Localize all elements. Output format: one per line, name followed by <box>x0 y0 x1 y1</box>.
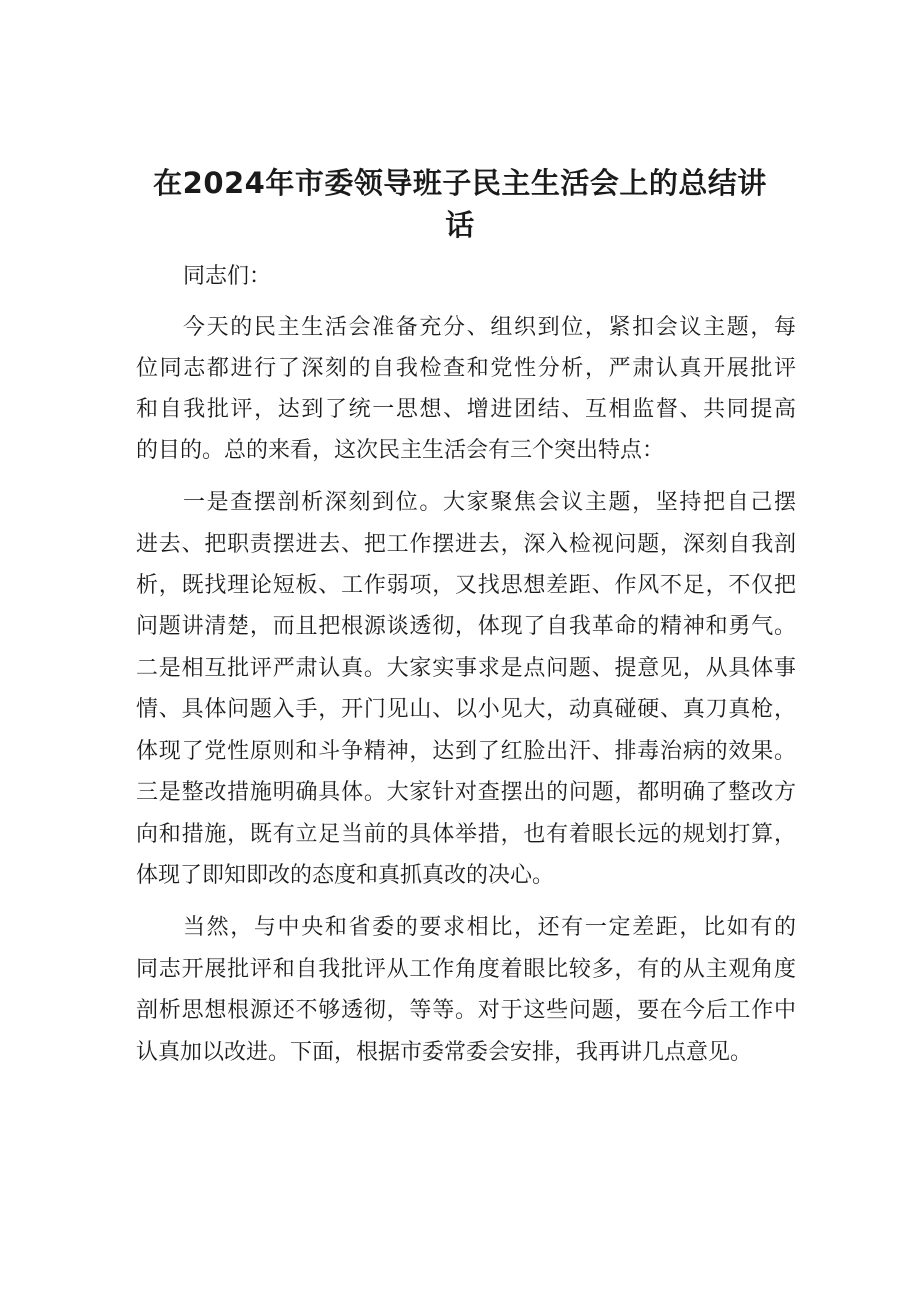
document-title: 在2024年市委领导班子民主生活会上的总结讲话 <box>153 166 767 242</box>
paragraph-3-line-4: 认真加以改进。下面，根据市委常委会安排，我再讲几点意见。 <box>136 1040 753 1065</box>
paragraph-2-line-7: 体现了党性原则和斗争精神，达到了红脸出汗、排毒治病的效果。 <box>136 739 796 764</box>
paragraph-2-line-10: 体现了即知即改的态度和真抓真改的决心。 <box>136 863 555 888</box>
paragraph-3-line-2: 同志开展批评和自我批评从工作角度着眼比较多，有的从主观角度 <box>136 957 796 982</box>
paragraph-2-line-8: 三是整改措施明确具体。大家针对查摆出的问题，都明确了整改方 <box>136 780 796 805</box>
salutation: 同志们： <box>183 264 272 289</box>
paragraph-2-line-9: 向和措施，既有立足当前的具体举措，也有着眼长远的规划打算， <box>136 822 796 847</box>
paragraph-1-line-4: 的目的。总的来看，这次民主生活会有三个突出特点： <box>136 438 665 463</box>
paragraph-2-line-6: 情、具体问题入手，开门见山、以小见大，动真碰硬、真刀真枪， <box>136 697 796 722</box>
paragraph-2-line-4: 问题讲清楚，而且把根源谈透彻，体现了自我革命的精神和勇气。 <box>136 614 796 639</box>
paragraph-1-line-1: 今天的民主生活会准备充分、组织到位，紧扣会议主题，每 <box>183 315 796 340</box>
paragraph-2-line-3: 析，既找理论短板、工作弱项，又找思想差距、作风不足，不仅把 <box>136 573 796 598</box>
paragraph-1-line-2: 位同志都进行了深刻的自我检查和党性分析，严肃认真开展批评 <box>136 356 796 381</box>
paragraph-2-line-2: 进去、把职责摆进去、把工作摆进去，深入检视问题，深刻自我剖 <box>136 532 796 557</box>
paragraph-1-line-3: 和自我批评，达到了统一思想、增进团结、互相监督、共同提高 <box>136 397 796 422</box>
paragraph-3-line-1: 当然，与中央和省委的要求相比，还有一定差距，比如有的 <box>183 915 796 940</box>
paragraph-3-line-3: 剖析思想根源还不够透彻，等等。对于这些问题，要在今后工作中 <box>136 998 796 1023</box>
paragraph-2-line-1: 一是查摆剖析深刻到位。大家聚焦会议主题，坚持把自己摆 <box>183 490 796 515</box>
paragraph-2-line-5: 二是相互批评严肃认真。大家实事求是点问题、提意见，从具体事 <box>136 656 796 681</box>
